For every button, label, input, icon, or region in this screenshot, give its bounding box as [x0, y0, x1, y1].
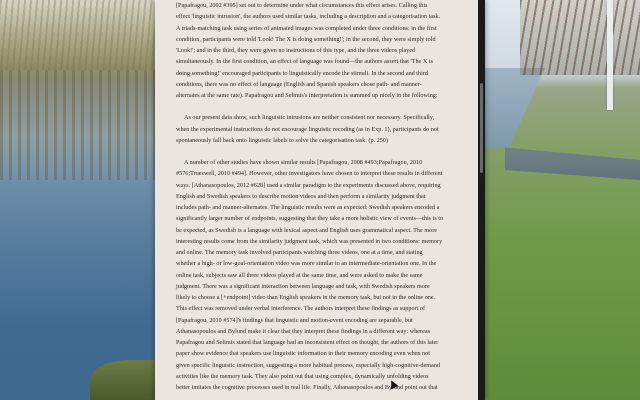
wallpaper-trees: [520, 0, 640, 75]
text-line: whether a high- or low-goal-orientation video was more similar to an intermediate-orientation one. In the: [176, 260, 437, 268]
text-line: ways. [Athanasopoulos, 2012 #628] used a similar paradigm to the experiments discussed above, requiring: [176, 181, 441, 189]
wallpaper-grass: [90, 360, 155, 400]
text-line: doing something!' encouraged participants to linguistically encode the stimuli. In the second and third: [176, 69, 428, 77]
text-line: judgment. There was a significant interaction between language and task, with Swedish speakers more: [176, 282, 430, 290]
text-line: Papafragou and Selimis stated that language had an inconsistent effect on thought, the authors of this later: [176, 339, 439, 346]
text-line: condition, participants were told 'Look! The X is doing something!'; in the second, they were simply told: [176, 35, 436, 43]
text-line: A number of other studies have shown similar results [Papafragou, 2008 #493;Papafragou, 2010: [184, 159, 423, 166]
text-line: better imitates the cognitive processes used in real life. Finally, Athanasopoulos and Bylund point out that: [176, 384, 438, 391]
text-line: and online. The memory task involved participants watching three videos, one at a time, and stating: [176, 249, 423, 256]
paragraph-gap: [176, 146, 458, 157]
text-line: [Papafragou, 2002 #395] set out to determine under what circumstances this effect arises. Calling this: [176, 2, 428, 9]
text-line: English and Swedish speakers to describe motion videos and then perform a similarity judgment that: [176, 192, 426, 200]
text-line: significantly larger number of endpoints, suggesting that they take a more holistic view of events—this is to: [176, 215, 444, 223]
text-line: be expected, as Swedish is a language with lexical aspect and English uses grammatical aspect. The more: [176, 226, 438, 234]
text-line: This effect was removed under verbal interference. The authors interpret these findings as support of: [176, 305, 426, 313]
text-line: conditions, there was no effect of language (English and Spanish speakers chose path- and manner-: [176, 80, 422, 88]
text-line: As our present data show, such linguistic intrusions are neither consistent nor necessary. Specifically,: [184, 114, 435, 122]
text-line: online task, subjects saw all three videos played at the same time, and were asked to make the same: [176, 271, 423, 279]
scroll-thumb[interactable]: [480, 83, 483, 173]
wallpaper-reflection: [0, 70, 155, 180]
text-line: A triads-matching task using series of animated images was completed under three conditions: in the first: [176, 24, 437, 32]
text-line: [Papafragou, 2010 #574]'s findings that linguistic and motion-event encoding are separable, but: [176, 316, 413, 324]
text-line: interesting results come from the similarity judgment task, which was presented in two conditions: memory: [176, 237, 443, 245]
text-line: simultaneously. In the first condition, an effect of language was found—the authors assert that 'The X is: [176, 58, 433, 66]
text-line: paper show evidence that speakers use linguistic information in their memory encoding even when not: [176, 350, 430, 358]
paragraph-gap: [176, 101, 458, 112]
text-line: Athanasopoulos and Bylund make it clear that they interpret these findings in a different way: whereas: [176, 327, 431, 335]
text-line: spontaneously fall back onto linguistic labels to solve the categorisation task. (p. 250): [176, 136, 389, 144]
text-line: includes path- and manner-alternates. The linguistic results were as expected: Swedish speakers encoded a: [176, 204, 440, 211]
paragraph-3: [176, 157, 458, 393]
window-edge-scrollbar[interactable]: [478, 0, 485, 400]
text-line: likely to choose a [+endpoint] video than English speakers in the memory task, but not in the online one.: [176, 294, 436, 301]
wallpaper-lamp-post: [607, 0, 613, 110]
paragraph-1: [176, 0, 458, 101]
text-line: #576;Trueswell, 2010 #494]. However, other investigators have chosen to interpret these results in different: [176, 170, 443, 178]
text-line: 'Look!'; and in the third, they were given no instructions of this type, and the three videos played: [176, 47, 416, 54]
text-line: alternates at the same rate). Papafragou and Selimis's interpretation is summed up nicely in the following:: [176, 92, 438, 99]
text-line: effect 'linguistic intrusion', the authors used similar tasks, including a description and a categorisation task.: [176, 13, 441, 21]
text-line: when the experimental instructions do not encourage linguistic recoding (as in Exp. 1), participants do not: [176, 125, 439, 133]
text-line: given specific linguistic instruction, suggesting a more habitual process, especially high-cognitive-demand: [176, 361, 440, 369]
text-line: activities like the memory task. They also point out that using complex, dynamically unfolding videos: [176, 372, 429, 380]
block-quote: [176, 112, 458, 146]
wallpaper-reeds: [0, 0, 155, 70]
document-page[interactable]: [176, 0, 458, 400]
